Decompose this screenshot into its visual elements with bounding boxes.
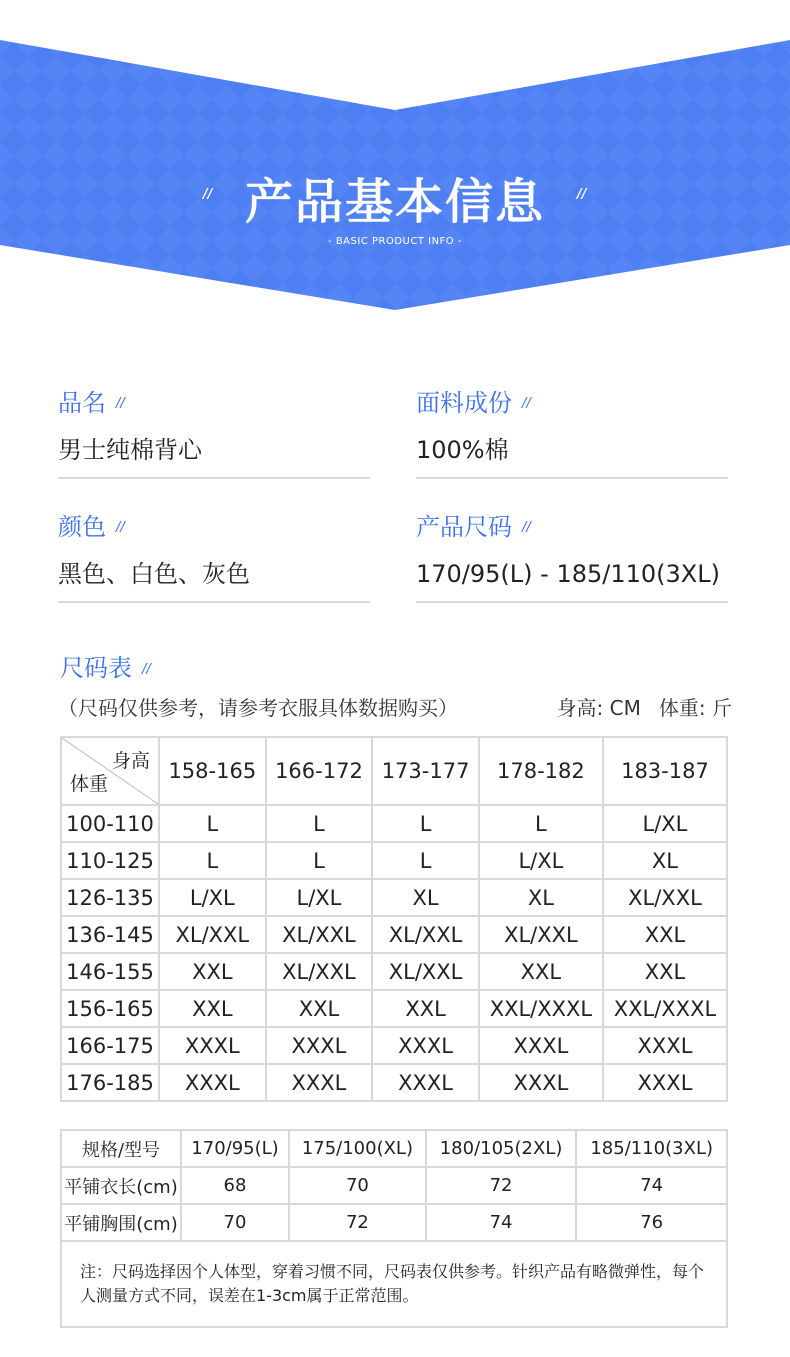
color-label: 颜色 <box>58 513 106 541</box>
fabric-value: 100%棉 <box>416 436 509 464</box>
table-row <box>61 1064 727 1101</box>
size-label: 产品尺码 <box>416 513 512 541</box>
spec-column-header: 185/110(3XL) <box>576 1130 727 1167</box>
page-title: 产品基本信息 <box>244 174 545 230</box>
footnote-row <box>61 1241 727 1327</box>
size-cell: XL <box>372 879 479 916</box>
table-cell: 76 <box>576 1204 727 1241</box>
product-name-label: 品名 <box>58 389 106 417</box>
field-label <box>58 386 370 420</box>
table-cell: 74 <box>576 1167 727 1204</box>
weight-row-label: 146-155 <box>61 953 159 990</box>
size-cell: L <box>266 805 373 842</box>
page-subtitle: - BASIC PRODUCT INFO - <box>328 236 462 247</box>
weight-row-label: 156-165 <box>61 990 159 1027</box>
size-cell: XL <box>603 842 727 879</box>
size-cell: XXL <box>159 990 266 1027</box>
weight-row-label: 136-145 <box>61 916 159 953</box>
spec-column-header: 180/105(2XL) <box>426 1130 577 1167</box>
table-row <box>61 879 727 916</box>
height-column-header: 178-182 <box>479 737 603 805</box>
size-cell: XL/XXL <box>372 953 479 990</box>
divider <box>58 477 370 479</box>
field-fabric <box>416 386 728 479</box>
divider <box>58 601 370 603</box>
size-cell: XXXL <box>372 1064 479 1101</box>
measurement-table <box>60 1129 728 1328</box>
slash-decoration: // <box>142 661 151 677</box>
product-name-value: 男士纯棉背心 <box>58 436 202 464</box>
height-column-header: 166-172 <box>266 737 373 805</box>
spec-column-header: 170/95(L) <box>181 1130 289 1167</box>
size-chart-table <box>60 736 728 1102</box>
table-cell: 70 <box>289 1167 426 1204</box>
field-label <box>416 510 728 544</box>
size-cell: XL/XXL <box>603 879 727 916</box>
size-cell: L/XL <box>266 879 373 916</box>
field-label <box>416 386 728 420</box>
height-unit: 身高: CM <box>556 696 641 720</box>
size-cell: L/XL <box>603 805 727 842</box>
row-label: 平铺衣长(cm) <box>61 1167 181 1204</box>
banner-background <box>0 0 790 320</box>
height-column-header: 158-165 <box>159 737 266 805</box>
weight-row-label: 176-185 <box>61 1064 159 1101</box>
size-cell: L <box>159 842 266 879</box>
size-cell: XXXL <box>266 1027 373 1064</box>
table-cell: 74 <box>426 1204 577 1241</box>
spec-header: 规格/型号 <box>61 1130 181 1167</box>
size-cell: XXL <box>603 916 727 953</box>
size-cell: XXL <box>159 953 266 990</box>
size-chart-title <box>60 648 151 683</box>
corner-weight-label: 体重 <box>70 773 109 795</box>
slash-decoration: // <box>116 520 125 535</box>
field-size <box>416 510 728 603</box>
row-label: 平铺胸围(cm) <box>61 1204 181 1241</box>
size-cell: L <box>372 842 479 879</box>
slash-decoration: // <box>522 520 531 535</box>
slash-decoration: // <box>116 396 125 411</box>
table-row <box>61 990 727 1027</box>
size-chart-units <box>539 692 732 721</box>
corner-cell <box>61 737 159 805</box>
table-row <box>61 953 727 990</box>
size-chart-body <box>61 805 727 1101</box>
corner-height-label: 身高 <box>111 750 150 772</box>
table-row <box>61 805 727 842</box>
field-color <box>58 510 370 603</box>
size-cell: XXL <box>372 990 479 1027</box>
field-label <box>58 510 370 544</box>
size-cell: XXXL <box>603 1064 727 1101</box>
size-cell: XL <box>479 879 603 916</box>
divider <box>416 477 728 479</box>
table-row <box>61 1167 727 1204</box>
footnote: 注：尺码选择因个人体型，穿着习惯不同，尺码表仅供参考。针织产品有略微弹性，每个人测量方式不同，误差在1-3cm属于正常范围。 <box>61 1241 727 1327</box>
weight-unit: 体重: 斤 <box>658 696 732 720</box>
size-cell: XL/XXL <box>159 916 266 953</box>
size-cell: L <box>479 805 603 842</box>
spec-column-header: 175/100(XL) <box>289 1130 426 1167</box>
size-cell: XL/XXL <box>372 916 479 953</box>
slash-decoration: // <box>522 396 531 411</box>
size-cell: XXXL <box>372 1027 479 1064</box>
height-column-header: 183-187 <box>603 737 727 805</box>
size-cell: XXXL <box>479 1027 603 1064</box>
fabric-label: 面料成份 <box>416 389 512 417</box>
size-cell: XXXL <box>159 1064 266 1101</box>
size-cell: L/XL <box>159 879 266 916</box>
size-cell: XXL/XXXL <box>479 990 603 1027</box>
size-cell: L <box>372 805 479 842</box>
size-cell: XL/XXL <box>266 953 373 990</box>
weight-row-label: 100-110 <box>61 805 159 842</box>
size-cell: XXXL <box>603 1027 727 1064</box>
table-header-row <box>61 737 727 805</box>
height-column-header: 173-177 <box>372 737 479 805</box>
decorative-slash-left: // <box>203 187 213 202</box>
size-cell: L/XL <box>479 842 603 879</box>
size-cell: XXXL <box>159 1027 266 1064</box>
size-cell: XXL <box>479 953 603 990</box>
decorative-slash-right: // <box>577 187 587 202</box>
table-cell: 72 <box>426 1167 577 1204</box>
size-chart-note: （尺码仅供参考，请参考衣服具体数据购买） <box>58 696 458 720</box>
table-row <box>61 842 727 879</box>
size-cell: XL/XXL <box>266 916 373 953</box>
size-cell: XXL <box>266 990 373 1027</box>
size-cell: XXXL <box>479 1064 603 1101</box>
size-cell: XXL/XXXL <box>603 990 727 1027</box>
field-product-name <box>58 386 370 479</box>
table-row <box>61 1204 727 1241</box>
size-cell: XXXL <box>266 1064 373 1101</box>
divider <box>416 601 728 603</box>
color-value: 黑色、白色、灰色 <box>58 560 250 588</box>
table-row <box>61 916 727 953</box>
table-cell: 70 <box>181 1204 289 1241</box>
size-chart-title-text: 尺码表 <box>60 654 132 682</box>
size-cell: L <box>159 805 266 842</box>
table-header-row <box>61 1130 727 1167</box>
table-cell: 72 <box>289 1204 426 1241</box>
table-row <box>61 1027 727 1064</box>
weight-row-label: 166-175 <box>61 1027 159 1064</box>
size-cell: XL/XXL <box>479 916 603 953</box>
header-banner <box>0 0 790 320</box>
size-cell: XXL <box>603 953 727 990</box>
weight-row-label: 126-135 <box>61 879 159 916</box>
size-value: 170/95(L) - 185/110(3XL) <box>416 560 720 588</box>
size-cell: L <box>266 842 373 879</box>
weight-row-label: 110-125 <box>61 842 159 879</box>
table-cell: 68 <box>181 1167 289 1204</box>
